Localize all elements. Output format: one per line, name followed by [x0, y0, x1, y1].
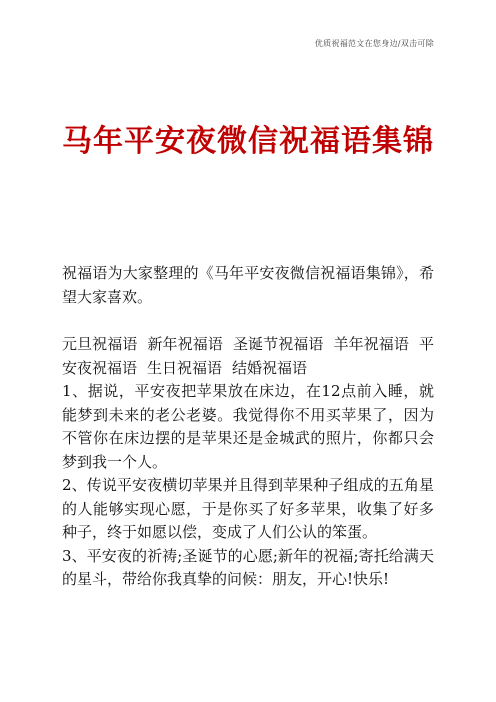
header-note: 优质祝福范文在您身边/双击可除 — [314, 39, 434, 48]
blessing-item: 1、据说，平安夜把苹果放在床边，在12点前入睡，就能梦到未来的老公老婆。我觉得你不用买苹果了，因为不管你在床边摆的是苹果还是金城武的照片，你都只会梦到我一个人。 — [62, 382, 434, 471]
category-link[interactable]: 结婚祝福语 — [232, 358, 308, 377]
blessing-item: 3、平安夜的祈祷;圣诞节的心愿;新年的祝福;寄托给满天的星斗，带给你我真挚的问候：朋友，开心!快乐! — [62, 546, 434, 588]
document-title: 马年平安夜微信祝福语集锦 — [62, 124, 434, 160]
category-link[interactable]: 圣诞节祝福语 — [232, 335, 324, 353]
document-body — [62, 262, 434, 592]
category-link[interactable]: 生日祝福语 — [147, 358, 223, 377]
category-link[interactable]: 新年祝福语 — [147, 335, 223, 353]
blessing-item: 2、传说平安夜横切苹果并且得到苹果种子组成的五角星的人能够实现心愿，于是你买了好多苹果，收集了好多种子，终于如愿以偿，变成了人们公认的笨蛋。 — [62, 476, 434, 541]
intro-paragraph: 祝福语为大家整理的《马年平安夜微信祝福语集锦》，希望大家喜欢。 — [62, 264, 434, 306]
category-link[interactable]: 元旦祝福语 — [62, 335, 138, 353]
category-link[interactable]: 平安夜祝福语 — [62, 335, 434, 377]
category-link[interactable]: 羊年祝福语 — [333, 335, 409, 353]
category-links — [62, 333, 434, 380]
